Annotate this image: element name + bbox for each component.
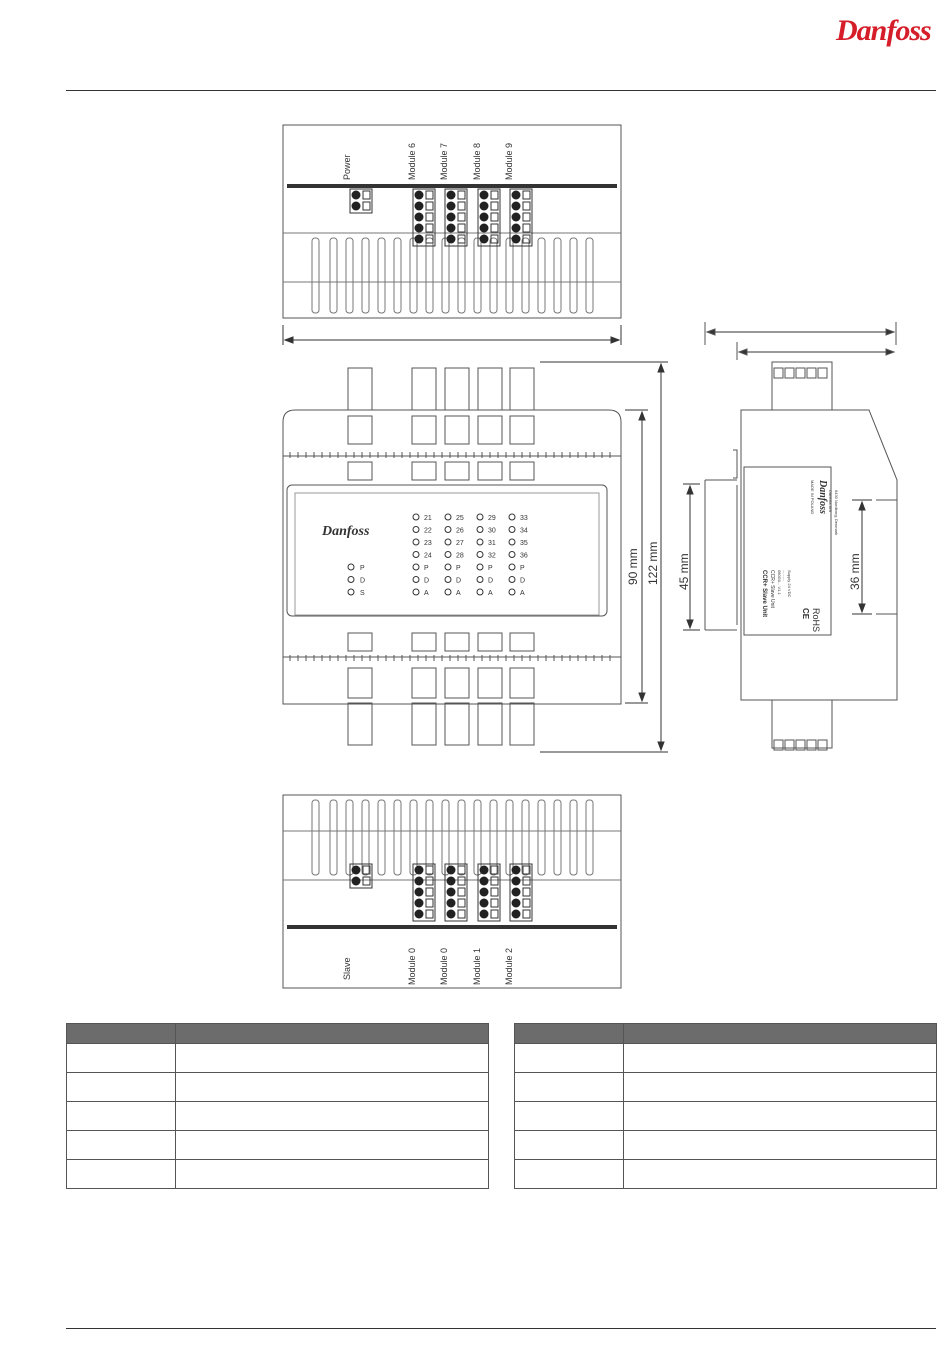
terminal-screw: [447, 213, 456, 222]
pin-table-left: [66, 1023, 489, 1189]
led-circle: [413, 577, 419, 583]
terminal-slot: [523, 877, 530, 885]
terminal-slot: [426, 191, 433, 199]
led-circle: [477, 527, 483, 533]
label-logo: Danfoss: [817, 480, 828, 514]
vent-slot: [474, 238, 481, 313]
terminal-slot: [491, 910, 498, 918]
socket-top: [478, 462, 502, 480]
dim-45mm: 45 mm: [677, 553, 691, 590]
vent-slot: [312, 800, 319, 875]
plug-bottom-socket: [412, 668, 436, 698]
terminal-screw: [512, 888, 521, 897]
terminal-slot: [363, 202, 370, 210]
plug-top-socket: [510, 416, 534, 444]
terminal-screw: [415, 866, 424, 875]
socket-bottom: [510, 633, 534, 651]
led-circle: [477, 552, 483, 558]
terminal-slot: [458, 191, 465, 199]
socket-bottom: [445, 633, 469, 651]
socket-bottom: [348, 633, 372, 651]
plug-top: [478, 368, 502, 410]
socket-bottom: [478, 633, 502, 651]
label-module-9: Module 9: [504, 142, 514, 180]
vent-slot: [458, 238, 465, 313]
plug-bottom-socket: [510, 668, 534, 698]
terminal-screw: [480, 213, 489, 222]
terminal-slot: [491, 202, 498, 210]
socket-top: [510, 462, 534, 480]
led-circle: [413, 539, 419, 545]
terminal-screw: [447, 235, 456, 244]
terminal-slot: [426, 899, 433, 907]
plug-top-socket: [412, 416, 436, 444]
terminal-slot: [458, 202, 465, 210]
terminal-slot: [426, 202, 433, 210]
led-circle: [509, 514, 515, 520]
label-module-1: Module 1: [472, 947, 482, 985]
vent-slot: [554, 800, 561, 875]
led-circle: [445, 539, 451, 545]
front-logo: Danfoss: [322, 524, 370, 539]
terminal-screw: [415, 899, 424, 908]
terminal-slot: [426, 877, 433, 885]
led-circle: [509, 564, 515, 570]
footer-rule: [66, 1328, 936, 1329]
vent-slot: [538, 800, 545, 875]
led-label: 36: [520, 552, 528, 560]
terminal-screw: [447, 202, 456, 211]
plug-bottom: [412, 703, 436, 745]
label-subtitle: CCR+ Slave Unit: [769, 570, 775, 608]
terminal-slot: [458, 224, 465, 232]
led-label: 26: [456, 527, 464, 535]
led-circle: [348, 589, 354, 595]
terminal-screw: [415, 235, 424, 244]
socket-top: [348, 462, 372, 480]
plug-top-socket: [445, 416, 469, 444]
label-rohs: RoHS: [811, 608, 821, 633]
side-dimensions: [683, 484, 872, 633]
led-circle: [477, 564, 483, 570]
led-circle: [348, 564, 354, 570]
terminal-slot: [491, 213, 498, 221]
label-module-2: Module 2: [504, 947, 514, 985]
terminal-slot: [458, 910, 465, 918]
vent-slot: [570, 238, 577, 313]
plug-top: [445, 368, 469, 410]
plug-top: [348, 368, 372, 410]
led-label: D: [488, 577, 494, 585]
led-label: 28: [456, 552, 464, 560]
led-label: 25: [456, 515, 464, 522]
terminal-slot: [523, 888, 530, 896]
led-label: 29: [488, 515, 496, 522]
terminal-slot: [426, 888, 433, 896]
label-address: 6430 Nordborg, Denmark: [834, 490, 839, 536]
terminal-slot: [523, 224, 530, 232]
terminal-screw: [415, 213, 424, 222]
vent-slot: [330, 238, 337, 313]
terminal-screw: [512, 866, 521, 875]
terminal-screw: [352, 202, 361, 211]
terminal-screw: [415, 877, 424, 886]
vent-slot: [570, 800, 577, 875]
terminal-screw: [480, 899, 489, 908]
side-label: [761, 479, 839, 632]
label-module-7: Module 7: [439, 142, 449, 180]
led-label: P: [424, 565, 429, 572]
side-terminal: [818, 368, 827, 378]
led-circle: [509, 577, 515, 583]
led-circle: [445, 589, 451, 595]
front-terminals: [348, 368, 534, 745]
terminal-screw: [480, 910, 489, 919]
terminal-screw: [480, 877, 489, 886]
plug-top: [412, 368, 436, 410]
terminal-screw: [512, 235, 521, 244]
vent-slot: [394, 800, 401, 875]
label-made-in: MADE IN POLAND: [810, 480, 815, 515]
terminal-slot: [458, 888, 465, 896]
led-label: P: [488, 565, 493, 572]
terminal-slot: [523, 191, 530, 199]
terminal-slot: [523, 202, 530, 210]
terminal-slot: [491, 888, 498, 896]
terminal-screw: [512, 899, 521, 908]
led-circle: [445, 514, 451, 520]
terminal-slot: [491, 877, 498, 885]
width-dimension: [283, 325, 621, 345]
plug-top: [510, 368, 534, 410]
terminal-screw: [447, 910, 456, 919]
label-slave: Slave: [342, 957, 352, 980]
vent-slot: [394, 238, 401, 313]
led-label: P: [456, 565, 461, 572]
terminal-screw: [447, 888, 456, 897]
vent-slot: [506, 238, 513, 313]
terminal-screw: [447, 191, 456, 200]
terminal-screw: [352, 866, 361, 875]
terminal-slot: [426, 866, 433, 874]
terminal-screw: [352, 877, 361, 886]
terminal-screw: [447, 877, 456, 886]
plug-bottom: [478, 703, 502, 745]
terminal-slot: [523, 213, 530, 221]
terminal-slot: [523, 899, 530, 907]
led-label: 22: [424, 527, 432, 535]
led-circle: [477, 577, 483, 583]
terminal-slot: [491, 191, 498, 199]
terminal-screw: [512, 910, 521, 919]
led-circle: [509, 527, 515, 533]
side-terminal: [785, 368, 794, 378]
plug-bottom-socket: [478, 668, 502, 698]
led-label: 33: [520, 515, 528, 522]
front-view: [283, 368, 621, 745]
vent-slot: [538, 238, 545, 313]
led-label: A: [488, 590, 493, 597]
vent-slot: [554, 238, 561, 313]
led-label: 35: [520, 540, 528, 547]
led-label: A: [456, 590, 461, 597]
plug-bottom-socket: [348, 668, 372, 698]
vent-slot: [330, 800, 337, 875]
led-circle: [445, 564, 451, 570]
led-label: A: [424, 590, 429, 597]
plug-bottom: [510, 703, 534, 745]
plug-top-socket: [348, 416, 372, 444]
vent-slot: [586, 238, 593, 313]
vent-slot: [586, 800, 593, 875]
vent-slot: [312, 238, 319, 313]
vent-slot: [522, 238, 529, 313]
terminal-screw: [512, 213, 521, 222]
terminal-screw: [512, 202, 521, 211]
led-circle: [413, 589, 419, 595]
led-circle: [509, 589, 515, 595]
terminal-slot: [426, 224, 433, 232]
led-circle: [413, 564, 419, 570]
terminal-screw: [480, 888, 489, 897]
led-circle: [477, 514, 483, 520]
terminal-screw: [415, 910, 424, 919]
socket-top: [412, 462, 436, 480]
led-label: 34: [520, 527, 528, 535]
led-indicators: [348, 514, 528, 597]
label-power: Power: [342, 154, 352, 180]
label-module-8: Module 8: [472, 142, 482, 180]
side-terminal: [774, 368, 783, 378]
terminal-screw: [447, 866, 456, 875]
led-label: D: [520, 577, 526, 585]
plug-top-socket: [478, 416, 502, 444]
vent-slot: [410, 238, 417, 313]
led-label: D: [360, 577, 366, 585]
label-module-6: Module 6: [407, 142, 417, 180]
plug-bottom: [348, 703, 372, 745]
side-terminal: [807, 368, 816, 378]
led-label: P: [360, 565, 365, 572]
label-company: Danfoss A/S: [828, 490, 833, 513]
led-label: 32: [488, 552, 496, 560]
led-circle: [348, 577, 354, 583]
side-terminal: [796, 368, 805, 378]
led-circle: [477, 589, 483, 595]
socket-bottom: [412, 633, 436, 651]
label-title: CCR+ Slave Unit: [761, 570, 767, 618]
vent-slot: [378, 238, 385, 313]
label-code-0: 080G0... V1.1: [777, 570, 782, 595]
terminal-slot: [458, 899, 465, 907]
dim-90mm: 90 mm: [626, 548, 640, 585]
danfoss-logo: Danfoss: [836, 14, 931, 47]
led-label: D: [456, 577, 462, 585]
led-label: 24: [424, 552, 432, 560]
led-label: P: [520, 565, 525, 572]
dim-36mm: 36 mm: [848, 553, 862, 590]
terminal-slot: [458, 877, 465, 885]
terminal-screw: [415, 888, 424, 897]
vent-slot: [362, 238, 369, 313]
led-circle: [445, 577, 451, 583]
led-circle: [509, 552, 515, 558]
terminal-screw: [480, 224, 489, 233]
terminal-slot: [426, 910, 433, 918]
terminal-blocks: [350, 189, 532, 246]
terminal-blocks: [350, 864, 532, 921]
terminal-slot: [458, 866, 465, 874]
vent-slot: [442, 238, 449, 313]
terminal-screw: [447, 224, 456, 233]
led-label: S: [360, 590, 365, 597]
led-circle: [445, 527, 451, 533]
top-view: [283, 125, 621, 318]
vent-slot: [346, 238, 353, 313]
led-circle: [509, 539, 515, 545]
led-circle: [445, 552, 451, 558]
label-code-2: Supply 24 VDC: [787, 570, 792, 598]
led-circle: [413, 552, 419, 558]
led-circle: [413, 527, 419, 533]
bottom-view: [283, 795, 621, 988]
terminal-screw: [512, 191, 521, 200]
terminal-screw: [447, 899, 456, 908]
terminal-screw: [480, 191, 489, 200]
pin-table-right: [514, 1023, 937, 1189]
led-label: 23: [424, 540, 432, 547]
led-label: D: [424, 577, 430, 585]
terminal-screw: [480, 235, 489, 244]
label-module-0a: Module 0: [407, 947, 417, 985]
label-ce: CE: [801, 608, 810, 620]
plug-bottom-socket: [445, 668, 469, 698]
label-module-0b: Module 0: [439, 947, 449, 985]
dim-122mm: 122 mm: [646, 541, 660, 585]
terminal-screw: [480, 866, 489, 875]
terminal-screw: [352, 191, 361, 200]
led-circle: [477, 539, 483, 545]
terminal-slot: [426, 213, 433, 221]
terminal-screw: [480, 202, 489, 211]
terminal-screw: [512, 877, 521, 886]
side-terminals: [774, 368, 827, 750]
vent-slot: [426, 238, 433, 313]
terminal-screw: [415, 191, 424, 200]
led-label: 27: [456, 540, 464, 547]
vent-slot: [490, 238, 497, 313]
led-label: 21: [424, 515, 432, 522]
label-code-1: ..........: [782, 570, 787, 582]
led-label: A: [520, 590, 525, 597]
terminal-screw: [415, 224, 424, 233]
terminal-slot: [458, 213, 465, 221]
side-view: [705, 322, 897, 748]
led-label: 30: [488, 527, 496, 535]
terminal-screw: [415, 202, 424, 211]
socket-top: [445, 462, 469, 480]
terminal-slot: [491, 899, 498, 907]
led-circle: [413, 514, 419, 520]
terminal-slot: [523, 910, 530, 918]
terminal-screw: [512, 224, 521, 233]
led-label: 31: [488, 540, 496, 547]
terminal-slot: [363, 877, 370, 885]
plug-bottom: [445, 703, 469, 745]
terminal-slot: [363, 191, 370, 199]
vent-slot: [378, 800, 385, 875]
terminal-slot: [491, 224, 498, 232]
vent-slots: [312, 238, 593, 313]
